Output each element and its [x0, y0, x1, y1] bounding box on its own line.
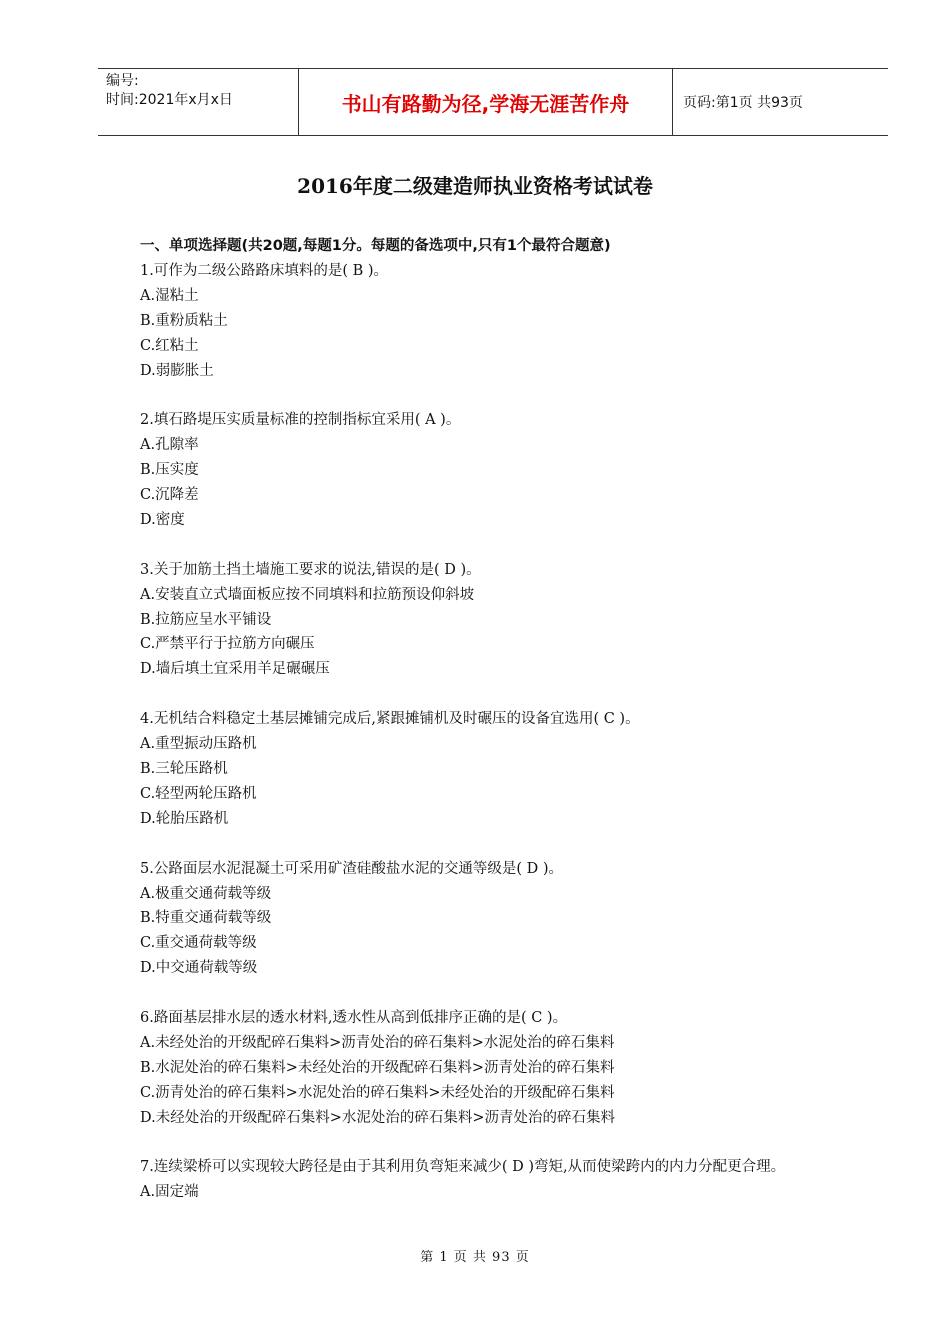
option-b: B.拉筋应呈水平铺设: [140, 611, 272, 628]
option-d: D.墙后填土宜采用羊足碾碾压: [140, 661, 330, 678]
question-2: [140, 408, 855, 533]
option-d: D.弱膨胀土: [140, 362, 214, 379]
question-stem: 4.无机结合料稳定土基层摊铺完成后,紧跟摊铺机及时碾压的设备宜选用( C )。: [140, 711, 640, 728]
question-1: [140, 259, 855, 384]
option-c: C.严禁平行于拉筋方向碾压: [140, 636, 315, 653]
option-d: D.未经处治的开级配碎石集料>水泥处治的碎石集料>沥青处治的碎石集料: [140, 1109, 616, 1126]
header-motto: 书山有路勤为径,学海无涯苦作舟: [299, 69, 673, 135]
option-b: B.压实度: [140, 462, 199, 479]
option-c: C.重交通荷载等级: [140, 935, 257, 952]
option-b: B.特重交通荷载等级: [140, 910, 272, 927]
document-number-label: 编号:: [106, 73, 139, 89]
page-footer: 第 1 页 共 93 页: [420, 1250, 530, 1265]
option-b: B.水泥处治的碎石集料>未经处治的开级配碎石集料>沥青处治的碎石集料: [140, 1059, 615, 1076]
option-c: C.沥青处治的碎石集料>水泥处治的碎石集料>未经处治的开级配碎石集料: [140, 1084, 615, 1101]
question-stem: 2.填石路堤压实质量标准的控制指标宜采用( A )。: [140, 412, 461, 429]
option-a: A.未经处治的开级配碎石集料>沥青处治的碎石集料>水泥处治的碎石集料: [140, 1034, 615, 1051]
option-d: D.轮胎压路机: [140, 810, 229, 827]
option-c: C.沉降差: [140, 487, 199, 504]
section-heading: 一、单项选择题(共20题,每题1分。每题的备选项中,只有1个最符合题意): [140, 238, 611, 254]
document-time: 时间:2021年x月x日: [106, 92, 233, 108]
question-3: [140, 558, 855, 683]
document-title: 2016年度二级建造师执业资格考试试卷: [297, 174, 653, 198]
option-c: C.轻型两轮压路机: [140, 785, 257, 802]
option-b: B.三轮压路机: [140, 760, 228, 777]
question-stem: 3.关于加筋土挡土墙施工要求的说法,错误的是( D )。: [140, 561, 481, 578]
question-stem: 1.可作为二级公路路床填料的是( B )。: [140, 262, 389, 279]
question-5: [140, 857, 855, 982]
question-7: [140, 1155, 855, 1205]
header-meta: [98, 69, 299, 135]
option-a: A.孔隙率: [140, 437, 199, 454]
question-stem: 6.路面基层排水层的透水材料,透水性从高到低排序正确的是( C )。: [140, 1010, 568, 1027]
question-stem: 7.连续梁桥可以实现较大跨径是由于其利用负弯矩来减少( D )弯矩,从而使梁跨内的内力分配更合理。: [140, 1159, 786, 1176]
option-a: A.固定端: [140, 1184, 199, 1201]
option-b: B.重粉质粘土: [140, 312, 228, 329]
header-page-info: 页码:第1页 共93页: [683, 95, 803, 111]
document-body: [140, 234, 855, 1230]
option-a: A.湿粘土: [140, 287, 199, 304]
option-a: A.极重交通荷载等级: [140, 885, 272, 902]
option-d: D.密度: [140, 511, 185, 528]
option-c: C.红粘土: [140, 337, 199, 354]
question-4: [140, 707, 855, 832]
page-header: [98, 68, 888, 136]
question-6: [140, 1006, 855, 1131]
option-a: A.重型振动压路机: [140, 736, 257, 753]
option-a: A.安装直立式墙面板应按不同填料和拉筋预设仰斜坡: [140, 586, 475, 603]
option-d: D.中交通荷载等级: [140, 960, 258, 977]
question-stem: 5.公路面层水泥混凝土可采用矿渣硅酸盐水泥的交通等级是( D )。: [140, 860, 563, 877]
